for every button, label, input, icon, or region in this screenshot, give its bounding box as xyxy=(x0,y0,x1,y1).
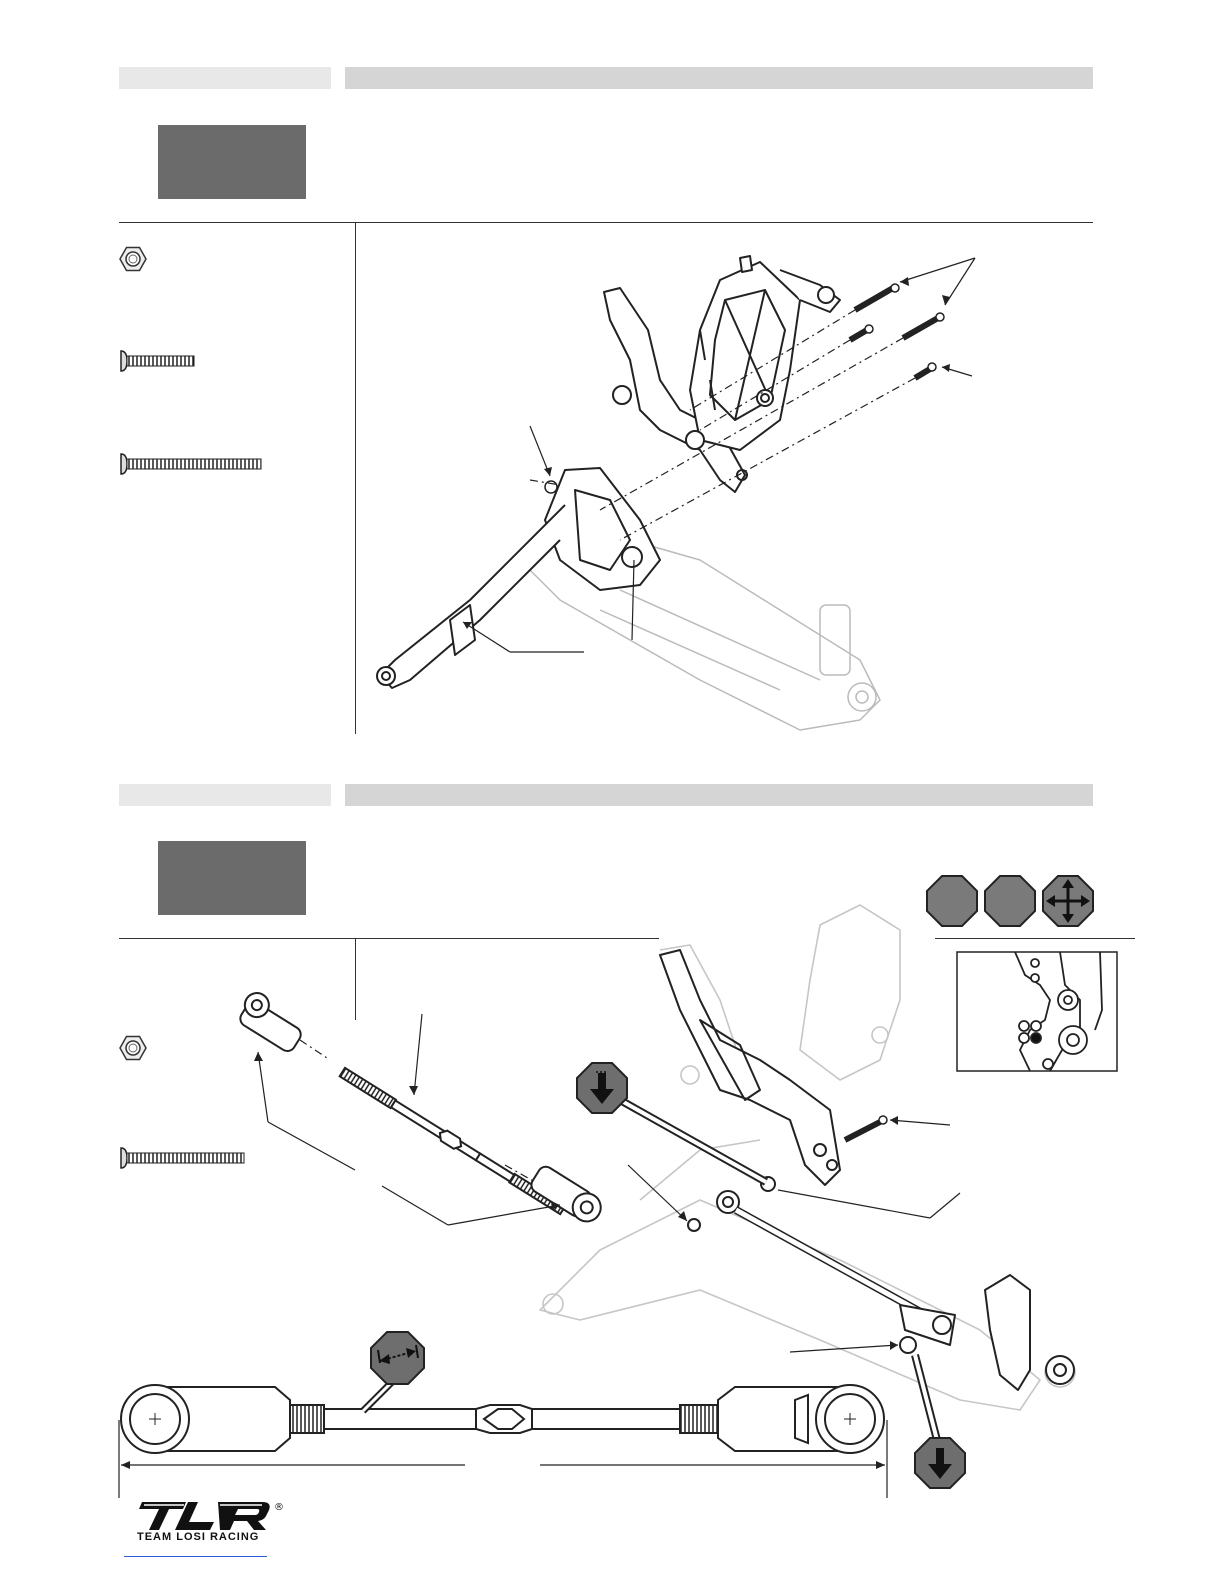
octagon-down-arrow-icon xyxy=(915,1355,965,1488)
footer-link-underline[interactable] xyxy=(124,1556,267,1557)
tlr-tagline: TEAM LOSI RACING xyxy=(137,1531,260,1543)
short-button-head-screw-icon xyxy=(121,351,194,371)
lock-nut-icon xyxy=(120,248,146,271)
tlr-logo xyxy=(134,1500,284,1532)
lock-nut-icon xyxy=(120,1037,146,1060)
turnbuckle-length-diagram xyxy=(119,1378,887,1498)
length-adjust-octagon-icon xyxy=(371,1332,424,1384)
octagon-badge-icon xyxy=(927,876,977,926)
svg-text:®: ® xyxy=(274,1502,284,1513)
long-button-head-screw-icon xyxy=(121,454,261,474)
adjustment-arrows-icon xyxy=(1043,876,1093,926)
octagon-badge-icon xyxy=(985,876,1035,926)
exploded-turnbuckle xyxy=(234,989,606,1227)
button-head-screw-icon xyxy=(121,1148,244,1168)
detail-inset xyxy=(957,952,1117,1071)
step-1-assembly-drawing xyxy=(377,256,975,730)
